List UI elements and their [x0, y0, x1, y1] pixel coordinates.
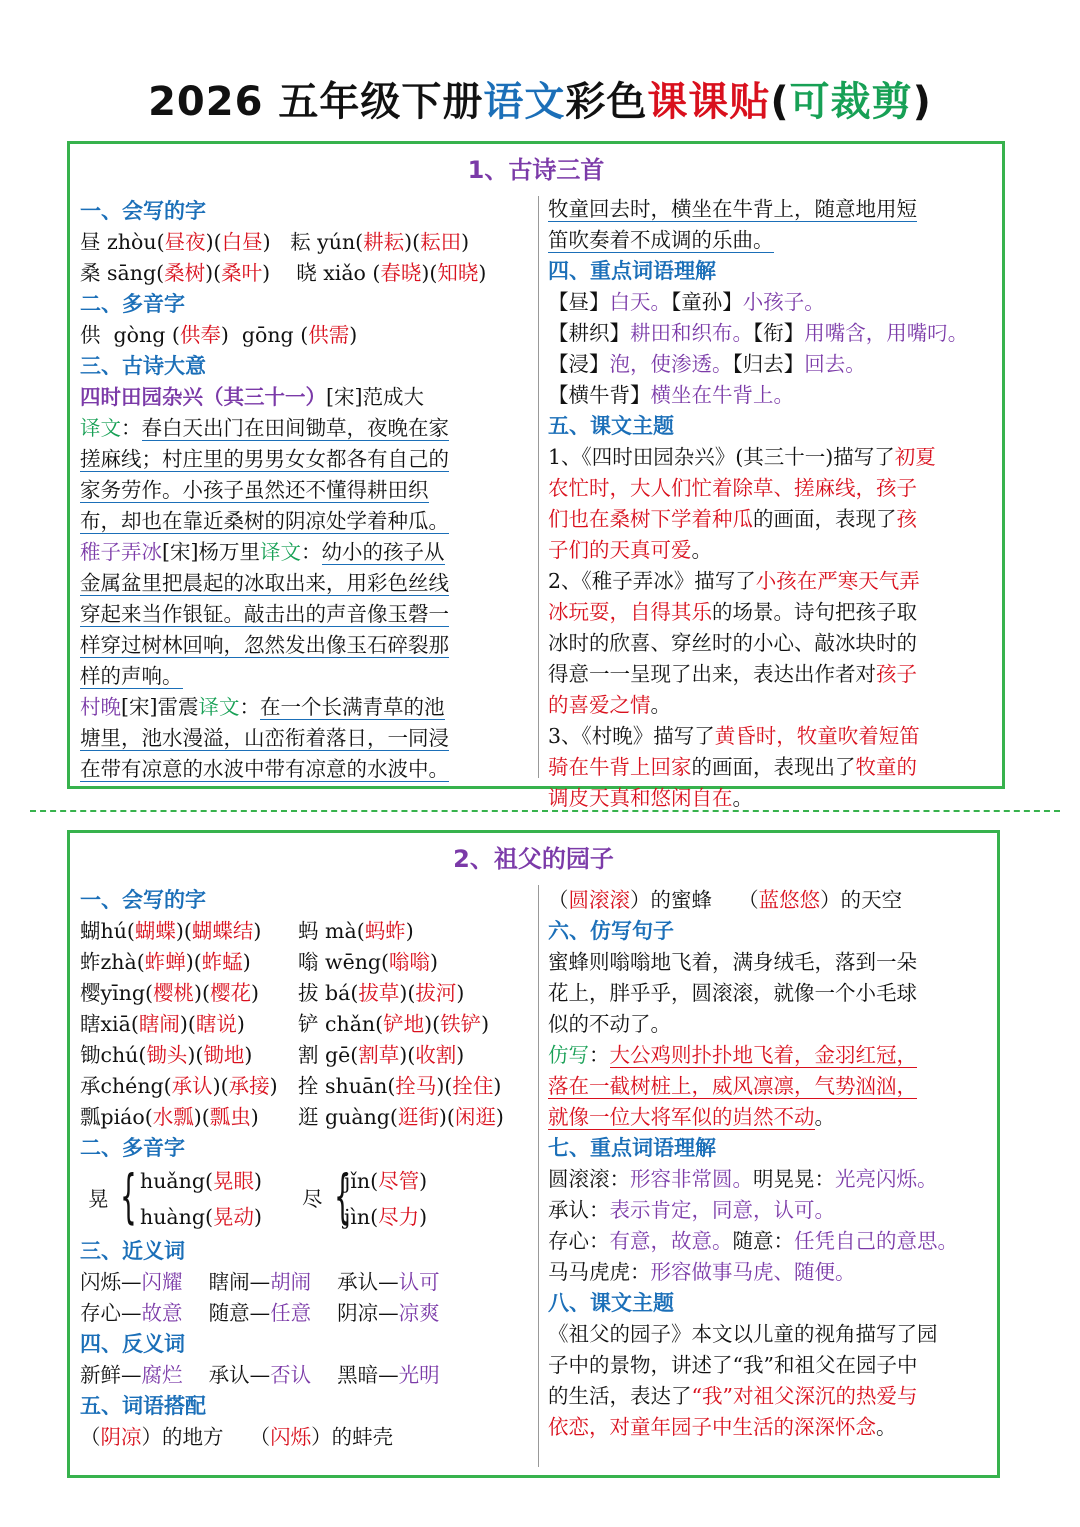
translation-line: 牧童回去时，横坐在牛背上，随意地用短	[548, 197, 917, 221]
title-yuwen: 语文	[483, 79, 566, 125]
section-header: 六、仿写句子	[548, 919, 674, 943]
theme-line: 的喜爱之情。	[548, 693, 671, 717]
section-header: 一、会写的字	[80, 199, 206, 223]
theme-line: 冰时的欣喜、穿丝时的小心、敲冰块时的	[548, 631, 917, 655]
translation-line: 笛吹奏着不成调的乐曲。	[548, 228, 774, 252]
title-prefix: 2026 五年级下册	[148, 79, 484, 125]
section-header: 三、近义词	[80, 1239, 185, 1263]
sentence-line: 蜜蜂则嗡嗡地飞着，满身绒毛，落到一朵	[548, 950, 917, 974]
term-row: 【昼】白天。【童孙】小孩子。	[548, 290, 825, 314]
lesson-1-title: 1、古诗三首	[467, 156, 605, 184]
translation-line: 样的声响。	[80, 664, 183, 688]
term-row: 【浸】泡，使渗透。【归去】回去。	[548, 352, 866, 376]
char-row: 锄chú(锄头)(锄地) 割 gē(割草)(收割)	[80, 1043, 465, 1067]
translation-line: 穿起来当作银钲。敲击出的声音像玉磬一	[80, 602, 449, 626]
lesson-2-right-column	[548, 885, 1000, 1443]
char-row: 瞎xiā(瞎闹)(瞎说) 铲 chǎn(铲地)(铁铲)	[80, 1012, 490, 1036]
synonym-row: 存心—故意 随意—任意 阴凉—凉爽	[80, 1301, 440, 1325]
section-header: 八、课文主题	[548, 1291, 674, 1315]
collocation-row: （阴凉）的地方 （闪烁）的蚌壳	[80, 1425, 394, 1449]
char-row: 蝴hú(蝴蝶)(蝴蝶结) 蚂 mà(蚂蚱)	[80, 919, 414, 943]
term-row: 【耕织】耕田和织布。【衔】用嘴含，用嘴叼。	[548, 321, 969, 345]
polyphone-row: 供 gòng (供奉) gōng (供需)	[80, 323, 358, 347]
theme-line: 依恋，对童年园子中生活的深深怀念。	[548, 1415, 897, 1439]
theme-line: 农忙时，大人们忙着除草、搓麻线，孩子	[548, 476, 917, 500]
title-cut: 可裁剪	[789, 79, 913, 125]
term-row: 圆滚滚：形容非常圆。明晃晃：光亮闪烁。	[548, 1167, 938, 1191]
page-title	[0, 70, 1080, 127]
poem-title-row: 村晚[宋]雷震译文：在一个长满青草的池	[80, 695, 445, 719]
title-paren-right: )	[912, 79, 932, 125]
section-header: 四、重点词语理解	[548, 259, 716, 283]
theme-line: 子中的景物，讲述了“我”和祖父在园子中	[548, 1353, 918, 1377]
poem-title-row: 四时田园杂兴（其三十一）[宋]范成大	[80, 385, 424, 409]
section-header: 七、重点词语理解	[548, 1136, 716, 1160]
theme-line: 的生活，表达了“我”对祖父深沉的热爱与	[548, 1384, 918, 1408]
poem-title-row: 稚子弄冰[宋]杨万里译文：幼小的孩子从	[80, 540, 445, 564]
lesson-2-title: 2、祖父的园子	[453, 845, 614, 873]
translation-line: 塘里，池水漫溢，山峦衔着落日，一同浸	[80, 726, 449, 750]
lesson-1-left-column	[80, 196, 532, 785]
translation-line: 样穿过树林回响，忽然发出像玉石碎裂那	[80, 633, 449, 657]
theme-line: 调皮天真和悠闲自在。	[548, 786, 753, 810]
brace-icon: {	[120, 1162, 137, 1230]
lesson-1-right-column	[548, 194, 1000, 814]
char-row: 桑 sāng(桑树)(桑叶) 晓 xiǎo (春晓)(知晓)	[80, 261, 487, 285]
section-header: 一、会写的字	[80, 888, 206, 912]
theme-line: 子们的天真可爱。	[548, 538, 712, 562]
polyphone-reading: jìn(尽力)	[344, 1205, 428, 1229]
section-header: 三、古诗大意	[80, 354, 206, 378]
sentence-line: 似的不动了。	[548, 1012, 671, 1036]
char-row: 瓢piáo(水瓢)(瓢虫) 逛 guàng(逛街)(闲逛)	[80, 1105, 504, 1129]
polyphone-char: 晃	[88, 1187, 109, 1211]
polyphone-char: 尽	[302, 1187, 323, 1211]
brace-icon: {	[334, 1162, 351, 1230]
term-row: 【横牛背】横坐在牛背上。	[548, 383, 794, 407]
translation-line: 布，却也在靠近桑树的阴凉处学着种瓜。	[80, 509, 449, 533]
theme-line: 们也在桑树下学着种瓜的画面，表现了孩	[548, 507, 917, 531]
translation-line: 金属盆里把晨起的冰取出来，用彩色丝线	[80, 571, 449, 595]
imitation-line: 仿写：大公鸡则扑扑地飞着，金羽红冠，	[548, 1043, 917, 1067]
collocation-row: （圆滚滚）的蜜蜂 （蓝悠悠）的天空	[548, 888, 903, 912]
char-list	[80, 916, 532, 1133]
lesson-2-left-column	[80, 885, 532, 1453]
theme-line: 得意一一呈现了出来，表达出作者对孩子	[548, 662, 917, 686]
translation-line: 家务劳作。小孩子虽然还不懂得耕田织	[80, 478, 429, 502]
section-header: 二、多音字	[80, 292, 185, 316]
imitation-line: 就像一位大将军似的岿然不动。	[548, 1105, 835, 1129]
cut-line	[30, 810, 1060, 812]
column-divider	[538, 885, 539, 1467]
term-row: 承认：表示肯定，同意，认可。	[548, 1198, 835, 1222]
synonym-row: 闪烁—闪耀 瞎闹—胡闹 承认—认可	[80, 1270, 440, 1294]
lesson-1-card	[67, 141, 1005, 810]
theme-line: 1、《四时田园杂兴》(其三十一)描写了初夏	[548, 445, 936, 469]
char-row: 昼 zhòu(昼夜)(白昼) 耘 yún(耕耘)(耘田)	[80, 230, 470, 254]
theme-line: 3、《村晚》描写了黄昏时，牧童吹着短笛	[548, 724, 920, 748]
polyphone-group	[80, 1164, 532, 1236]
section-header: 五、课文主题	[548, 414, 674, 438]
polyphone-reading: huàng(晃动)	[140, 1205, 262, 1229]
imitation-line: 落在一截树桩上，威风凛凛，气势汹汹，	[548, 1074, 917, 1098]
lesson-2-card	[67, 830, 1000, 1478]
char-row: 承chéng(承认)(承接) 拴 shuān(拴马)(拴住)	[80, 1074, 502, 1098]
polyphone-reading: jǐn(尽管)	[344, 1169, 428, 1193]
translation-line: 搓麻线；村庄里的男男女女都各有自己的	[80, 447, 449, 471]
column-divider	[538, 196, 539, 778]
char-row: 蚱zhà(蚱蝉)(蚱蜢) 嗡 wēng(嗡嗡)	[80, 950, 439, 974]
antonym-row: 新鲜—腐烂 承认—否认 黑暗—光明	[80, 1363, 440, 1387]
theme-line: 《祖父的园子》本文以儿童的视角描写了园	[548, 1322, 938, 1346]
theme-line: 2、《稚子弄冰》描写了小孩在严寒天气弄	[548, 569, 920, 593]
sentence-line: 花上，胖乎乎，圆滚滚，就像一个小毛球	[548, 981, 917, 1005]
section-header: 二、多音字	[80, 1136, 185, 1160]
translation-line: 译文：春白天出门在田间锄草，夜晚在家	[80, 416, 449, 440]
theme-line: 冰玩耍，自得其乐的场景。诗句把孩子取	[548, 600, 917, 624]
term-row: 存心：有意，故意。随意：任凭自己的意思。	[548, 1229, 958, 1253]
section-header: 四、反义词	[80, 1332, 185, 1356]
polyphone-reading: huǎng(晃眼)	[140, 1169, 262, 1193]
translation-line: 在带有凉意的水波中带有凉意的水波中。	[80, 757, 449, 781]
title-caise: 彩色	[565, 79, 648, 125]
title-kekt: 课课贴	[647, 79, 771, 125]
char-row: 樱yīng(樱桃)(樱花) 拔 bá(拔草)(拔河)	[80, 981, 465, 1005]
section-header: 五、词语搭配	[80, 1394, 206, 1418]
title-paren-left: (	[770, 79, 790, 125]
theme-line: 骑在牛背上回家的画面，表现出了牧童的	[548, 755, 917, 779]
term-row: 马马虎虎：形容做事马虎、随便。	[548, 1260, 856, 1284]
